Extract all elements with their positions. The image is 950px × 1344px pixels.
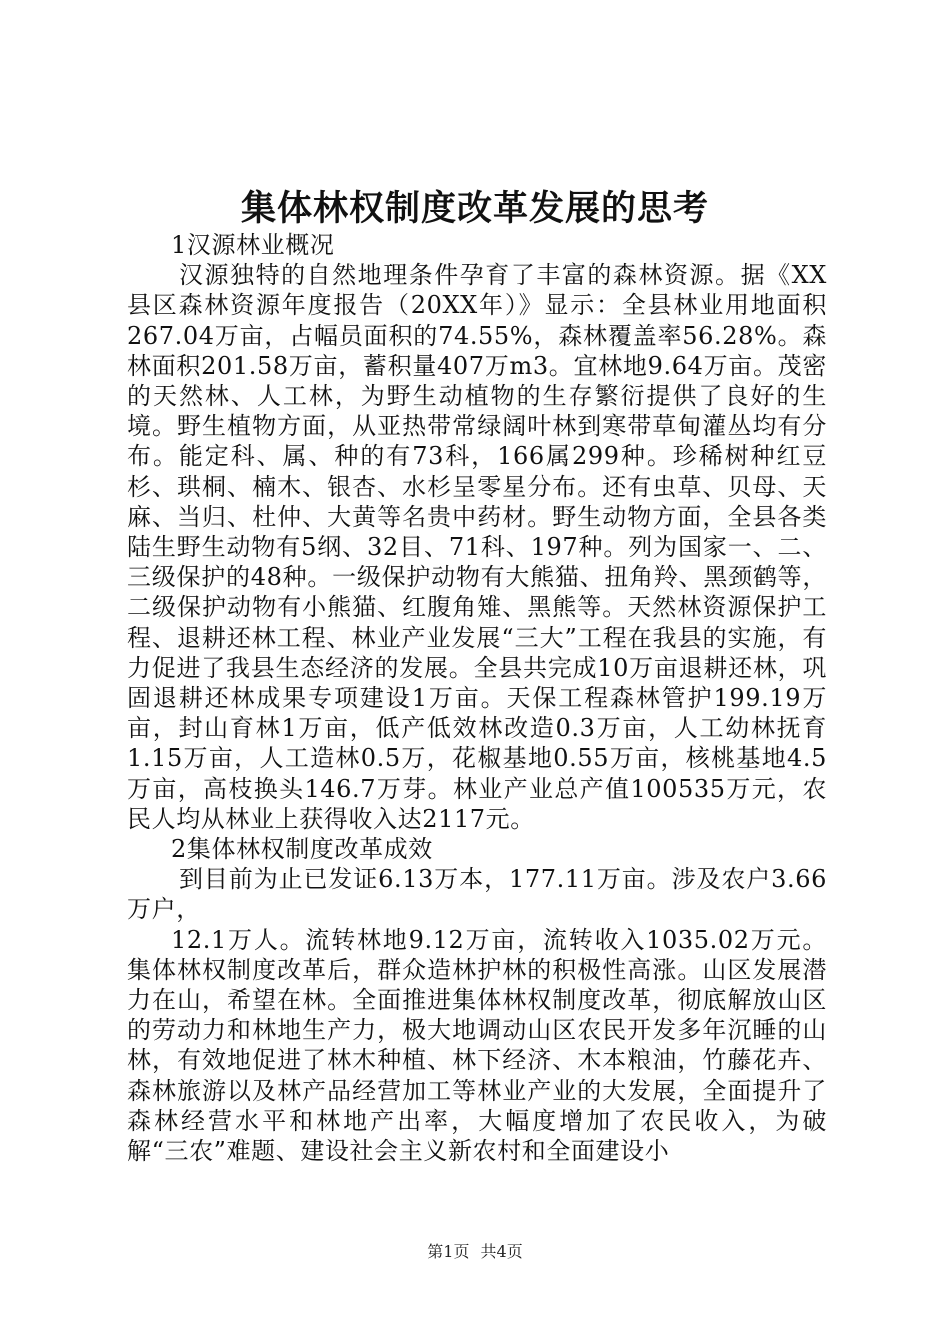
section-heading: 2集体林权制度改革成效: [171, 835, 433, 864]
document-title: 集体林权制度改革发展的思考: [240, 188, 709, 229]
section-heading: 1汉源林业概况: [171, 231, 335, 259]
paragraph: 12.1万人。流转林地9.12万亩，流转收入1035.02万元。集体林权制度改革后，群众造林护林的积极性高涨。山区发展潜力在山，希望在林。全面推进集体林权制度改革，彻底解放山区的劳动力和林地生产力，极大地调动山区农民开发多年沉睡的山林，有效地促进了林木种植、林下经济、木本粮油，竹藤花卉、森林旅游以及林产品经营加工等林业产业的大发展，全面提升了森林经营水平和林地产出率，大幅度增加了农民收入，为破解“三农”难题、建设社会主义新农村和全面建设小: [127, 925, 827, 1166]
paragraph: 汉源独特的自然地理条件孕育了丰富的森林资源。据《XX县区森林资源年度报告（20XX年）》显示：全县林业用地面积267.04万亩，占幅员面积的74.55%，森林覆盖率56.28%。森林面积201.58万亩，蓄积量407万m3。宜林地9.64万亩。茂密的天然林、人工林，为野生动植物的生存繁衍提供了良好的生境。野生植物方面，从亚热带常绿阔叶林到寒带草甸灌丛均有分布。能定科、属、种的有73科，166属299种。珍稀树种红豆杉、珙桐、楠木、银杏、水杉呈零星分布。还有虫草、贝母、天麻、当归、杜仲、大黄等名贵中药材。野生动物方面，全县各类陆生野生动物有5纲、32目、71科、197种。列为国家一、二、三级保护的48种。一级保护动物有大熊猫、扭角羚、黑颈鹤等，二级保护动物有小熊猫、红腹角雉、黑熊等。天然林资源保护工程、退耕还林工程、林业产业发展“三大”工程在我县的实施，有力促进了我县生态经济的发展。全县共完成10万亩退耕还林，巩固退耕还林成果专项建设1万亩。天保工程森林管护199.19万亩，封山育林1万亩，低产低效林改造0.3万亩，人工幼林抚育1.15万亩，人工造林0.5万，花椒基地0.55万亩，核桃基地4.5万亩，高枝换头146.7万芽。林业产业总产值100535万元，农民人均从林业上获得收入达2117元。: [127, 261, 827, 833]
paragraph: 到目前为止已发证6.13万本，177.11万亩。涉及农户3.66万户，: [127, 865, 827, 924]
page-number: 第1页: [427, 1242, 470, 1261]
page-total: 共4页: [480, 1242, 523, 1261]
document-body: [127, 230, 827, 1166]
page-footer: [0, 1242, 950, 1262]
